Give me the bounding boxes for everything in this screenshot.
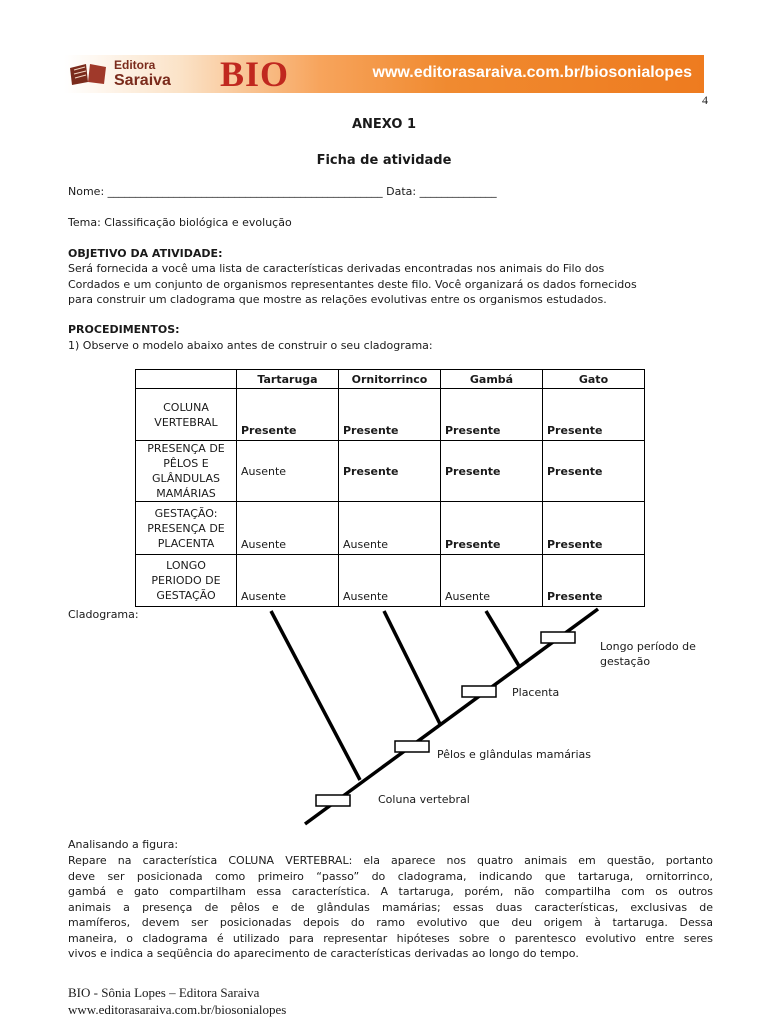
column-header: Tartaruga [237, 370, 339, 389]
procedimentos-step1: 1) Observe o modelo abaixo antes de construir o seu cladograma: [68, 339, 433, 352]
column-header: Gambá [441, 370, 543, 389]
table-cell: Presente [441, 441, 543, 502]
table-cell: Presente [441, 389, 543, 441]
page-title: ANEXO 1 [351, 117, 416, 132]
table-cell: Presente [441, 502, 543, 555]
trait-label-longo: Longo período de gestação [600, 640, 696, 668]
page-subtitle: Ficha de atividade [316, 153, 452, 168]
objetivo-line: para construir um cladograma que mostre as relações evolutivas entre os organismos estudados. [68, 293, 607, 306]
table-cell: Ausente [339, 502, 441, 555]
trait-label-coluna: Coluna vertebral [378, 793, 470, 806]
column-header: Gato [543, 370, 645, 389]
analysis-line: maneira, o cladograma é utilizado para representar hipóteses sobre o parentesco evolutivo entre seres [68, 931, 713, 945]
table-cell: Presente [237, 389, 339, 441]
tema-line: Tema: Classificação biológica e evolução [68, 216, 292, 229]
row-header: COLUNA VERTEBRAL [136, 389, 237, 441]
page-number: 4 [702, 93, 708, 107]
header-url[interactable]: www.editorasaraiva.com.br/biosonialopes [372, 64, 692, 81]
form-name-date-line: Nome: __________________________________________________ Data: ______________ [68, 185, 497, 198]
objetivo-line: Cordados e um conjunto de organismos representantes deste filo. Você organizará os dados fornecidos [68, 277, 637, 291]
column-header: Ornitorrinco [339, 370, 441, 389]
table-cell: Presente [339, 389, 441, 441]
table-cell: Presente [543, 502, 645, 555]
row-header: GESTAÇÃO: PRESENÇA DE PLACENTA [136, 502, 237, 555]
table-cell: Presente [543, 555, 645, 607]
table-cell: Presente [543, 441, 645, 502]
row-header: LONGO PERIODO DE GESTAÇÃO [136, 555, 237, 607]
objetivo-line: Será fornecida a você uma lista de características derivadas encontradas nos animais do Filo dos [68, 262, 605, 275]
trait-label-placenta: Placenta [512, 686, 560, 699]
footer-url[interactable]: www.editorasaraiva.com.br/biosonialopes [68, 1002, 287, 1017]
table-cell: Ausente [237, 441, 339, 502]
branch-ornitorrinco [384, 611, 440, 724]
trait-marker-pelos [395, 741, 429, 752]
analysis-line: gambá e gato compartilham essa característica. A tartaruga, porém, não compartilha com os outros [68, 885, 713, 898]
footer-credit: BIO - Sônia Lopes – Editora Saraiva [68, 985, 260, 1000]
analysis-line: animais a presença de pêlos e de glândulas mamárias; essas duas características, exclusivas de [68, 900, 713, 914]
branch-tartaruga [271, 611, 360, 780]
trait-marker-placenta [462, 686, 496, 697]
branch-gamba [486, 611, 519, 666]
footer [68, 984, 286, 1018]
table-cell: Ausente [339, 555, 441, 607]
analysis-line: deve ser posicionada como primeiro “passo” do cladograma, indicando que tartaruga, ornitorrinco, [68, 869, 713, 883]
analysis-heading: Analisando a figura: [68, 838, 179, 851]
logo-line1: Editora [114, 58, 156, 72]
trait-marker-longo [541, 632, 575, 643]
analysis-line: Repare na característica COLUNA VERTEBRAL: ela aparece nos quatro animais em questão, portanto [68, 854, 713, 867]
analysis-line: mamíferos, devem ser posicionadas depois do ramo evolutivo que deu origem à tartaruga. Dessa [68, 916, 713, 929]
procedimentos-heading: PROCEDIMENTOS: [68, 323, 180, 336]
objetivo-heading: OBJETIVO DA ATIVIDADE: [68, 247, 223, 260]
row-header: PRESENÇA DE PÊLOS E GLÂNDULAS MAMÁRIAS [136, 441, 237, 502]
subject-title: BIO [220, 54, 290, 94]
trait-marker-coluna [316, 795, 350, 806]
cladogram-label: Cladograma: [68, 608, 139, 621]
table-cell: Ausente [441, 555, 543, 607]
table-cell: Ausente [237, 555, 339, 607]
table-cell: Presente [339, 441, 441, 502]
analysis-line: vivos e indica a seqüência do aparecimento de características derivadas ao longo do tempo. [68, 947, 579, 960]
table-cell: Ausente [237, 502, 339, 555]
logo-line2: Saraiva [114, 72, 171, 89]
table-cell: Presente [543, 389, 645, 441]
trait-label-pelos: Pêlos e glândulas mamárias [437, 748, 591, 761]
